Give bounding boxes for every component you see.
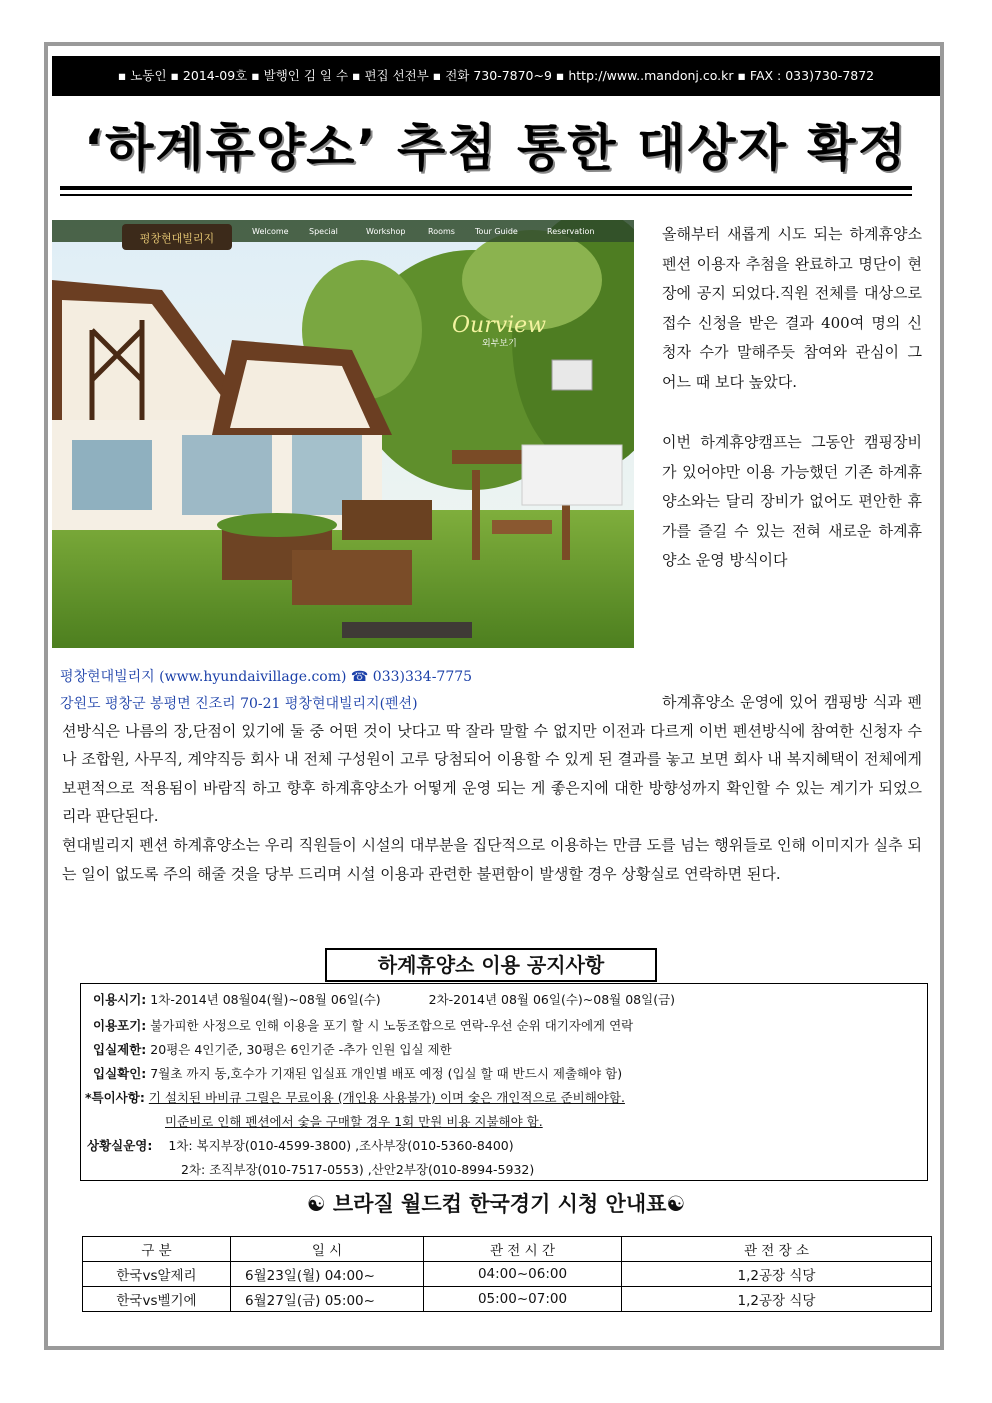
headline-rule (60, 186, 912, 190)
table-cell: 6월27일(금) 05:00~ (231, 1287, 424, 1312)
notice-check-row (93, 1064, 622, 1082)
notice-ops-row-2 (181, 1160, 534, 1178)
article-paragraph: 올해부터 새롭게 시도 되는 하계휴양소 펜션 이용자 추첨을 완료하고 명단이 현장에 공지 되었다.직원 전체를 대상으로 접수 신청을 받은 결과 400여 명의 신청자 수가 말해주듯 참여와 관심이 그 어느 때 보다 높았다. (662, 225, 922, 391)
notice-value: 7월초 까지 동,호수가 기재된 입실표 개인별 배포 예정 (입실 할 때 반드시 제출해야 함) (150, 1066, 623, 1081)
notice-value: 기 설치된 바비큐 그릴은 무료이용 (개인용 사용불가) 이며 숯은 개인적으로 준비해야함. (148, 1090, 625, 1105)
article-paragraph: 현대빌리지 펜션 하계휴양소는 우리 직원들이 시설의 대부분을 집단적으로 이용하는 만큼 도를 넘는 행위들로 인해 이미지가 실추 되는 일이 없도록 주의 해줄 것을 당부 드리며 시설 이용과 관련한 불편함이 발생할 경우 상황실로 연락하면 된다. (62, 835, 922, 883)
photo-nav-item: Tour Guide (475, 227, 518, 236)
headline: ‘하계휴양소’ 추첨 통한 대상자 확정 (84, 119, 908, 177)
notice-label: *특이사항: (85, 1090, 145, 1105)
notice-box (80, 983, 928, 1181)
photo-nav-item: Reservation (547, 227, 595, 236)
notice-value: 불가피한 사정으로 인해 이용을 포기 할 시 노동조합으로 연락-우선 순위 대기자에게 연락 (150, 1018, 634, 1033)
notice-period-row (93, 990, 675, 1008)
table-row (83, 1287, 932, 1312)
table-cell: 한국vs벨기에 (83, 1287, 231, 1312)
photo-overlay-title: Ourview (452, 313, 547, 338)
notice-label: 이용시기: (93, 992, 147, 1007)
notice-ops-row (87, 1136, 514, 1154)
article-right-column (662, 220, 922, 576)
notice-value: 1차: 복지부장(010-4599-3800) ,조사부장(010-5360-8400) (168, 1138, 514, 1153)
table-cell: 6월23일(월) 04:00~ (231, 1262, 424, 1287)
article-paragraph: 이번 하계휴양캠프는 그동안 캠핑장비가 있어야만 이용 가능했던 기존 하계휴양소와는 달리 장비가 없어도 편안한 휴가를 즐길 수 있는 전혀 새로운 하계휴양소 운영 방식이다 (662, 433, 922, 569)
notice-label: 입실확인: (93, 1066, 147, 1081)
pension-photo (52, 220, 634, 648)
paragraph-lead: 하계휴양소 운영에 있어 캠핑방 (662, 693, 868, 711)
photo-sign-text: 평창현대빌리지 (139, 232, 215, 245)
pension-contact-caption: 평창현대빌리지 (www.hyundaivillage.com) ☎ 033)334-7775 (60, 669, 473, 685)
photo-overlay-sub: 외부보기 (482, 339, 517, 349)
notice-value: 2차: 조직부장(010-7517-0553) ,산안2부장(010-8994-5932) (181, 1162, 535, 1177)
article-paragraph (62, 688, 922, 831)
headline-rule-thin (60, 194, 912, 196)
notice-value: 미준비로 인해 펜션에서 숯을 구매할 경우 1회 만원 비용 지불해야 함. (165, 1114, 543, 1129)
table-cell: 1,2공장 식당 (622, 1287, 932, 1312)
photo-nav-item: Workshop (366, 227, 406, 236)
photo-nav-item: Special (309, 227, 338, 236)
notice-label: 입실제한: (93, 1042, 147, 1057)
notice-limit-row (93, 1040, 452, 1058)
table-header-cell: 관 전 장 소 (622, 1237, 932, 1262)
paragraph-text: 식과 펜션방식은 나름의 장,단점이 있기에 둘 중 어떤 것이 낫다고 딱 잘라 말할 수 없지만 이전과 다르게 이번 펜션방식에 참여한 신청자 수나 조합원, 사무직, 계약직등 회사 내 전체 구성원이 고루 당첨되어 이용할 수 있게 된 결과를 놓고 보면 회사 내 복지혜택이 전체에게 보편적으로 적용됨이 바람직 하고 향후 하계휴양소가 어떻게 운영 되는 게 좋은지에 대한 방향성까지 확인할 수 있는 계기가 되었으리라 판단된다. (62, 693, 922, 826)
table-cell: 04:00~06:00 (424, 1262, 622, 1287)
worldcup-schedule-table (82, 1236, 932, 1312)
worldcup-title: ☯ 브라질 월드컵 한국경기 시청 안내표☯ (306, 1192, 686, 1216)
article-body (62, 688, 922, 888)
notice-label: 상황실운영: (87, 1138, 153, 1153)
notice-value: 1차-2014년 08월04(월)~08월 06일(수) (150, 992, 381, 1007)
photo-nav-item: Welcome (252, 227, 289, 236)
notice-label: 이용포기: (93, 1018, 147, 1033)
table-header-row (83, 1237, 932, 1262)
table-cell: 1,2공장 식당 (622, 1262, 932, 1287)
photo-nav-item: Rooms (428, 227, 455, 236)
notice-title: 하계휴양소 이용 공지사항 (325, 948, 657, 982)
newsletter-info-bar: ▪ 노동인 ▪ 2014-09호 ▪ 발행인 김 일 수 ▪ 편집 선전부 ▪ 전화 730-7870~9 ▪ http://www..mandonj.co.kr ▪ FAX : 033)730-7872 (52, 56, 940, 96)
notice-value: 2차-2014년 08월 06일(수)~08월 08일(금) (428, 992, 676, 1007)
notice-special-row-2 (165, 1112, 543, 1130)
pension-address-caption: 강원도 평창군 봉평면 진조리 70-21 평창현대빌리지(펜션) (60, 696, 418, 712)
notice-value: 20평은 4인기준, 30평은 6인기준 -추가 인원 입실 제한 (150, 1042, 452, 1057)
notice-cancel-row (93, 1016, 633, 1034)
table-header-cell: 관 전 시 간 (424, 1237, 622, 1262)
table-cell: 05:00~07:00 (424, 1287, 622, 1312)
table-row (83, 1262, 932, 1287)
table-header-cell: 구 분 (83, 1237, 231, 1262)
table-header-cell: 일 시 (231, 1237, 424, 1262)
table-cell: 한국vs알제리 (83, 1262, 231, 1287)
notice-special-row (85, 1088, 625, 1106)
